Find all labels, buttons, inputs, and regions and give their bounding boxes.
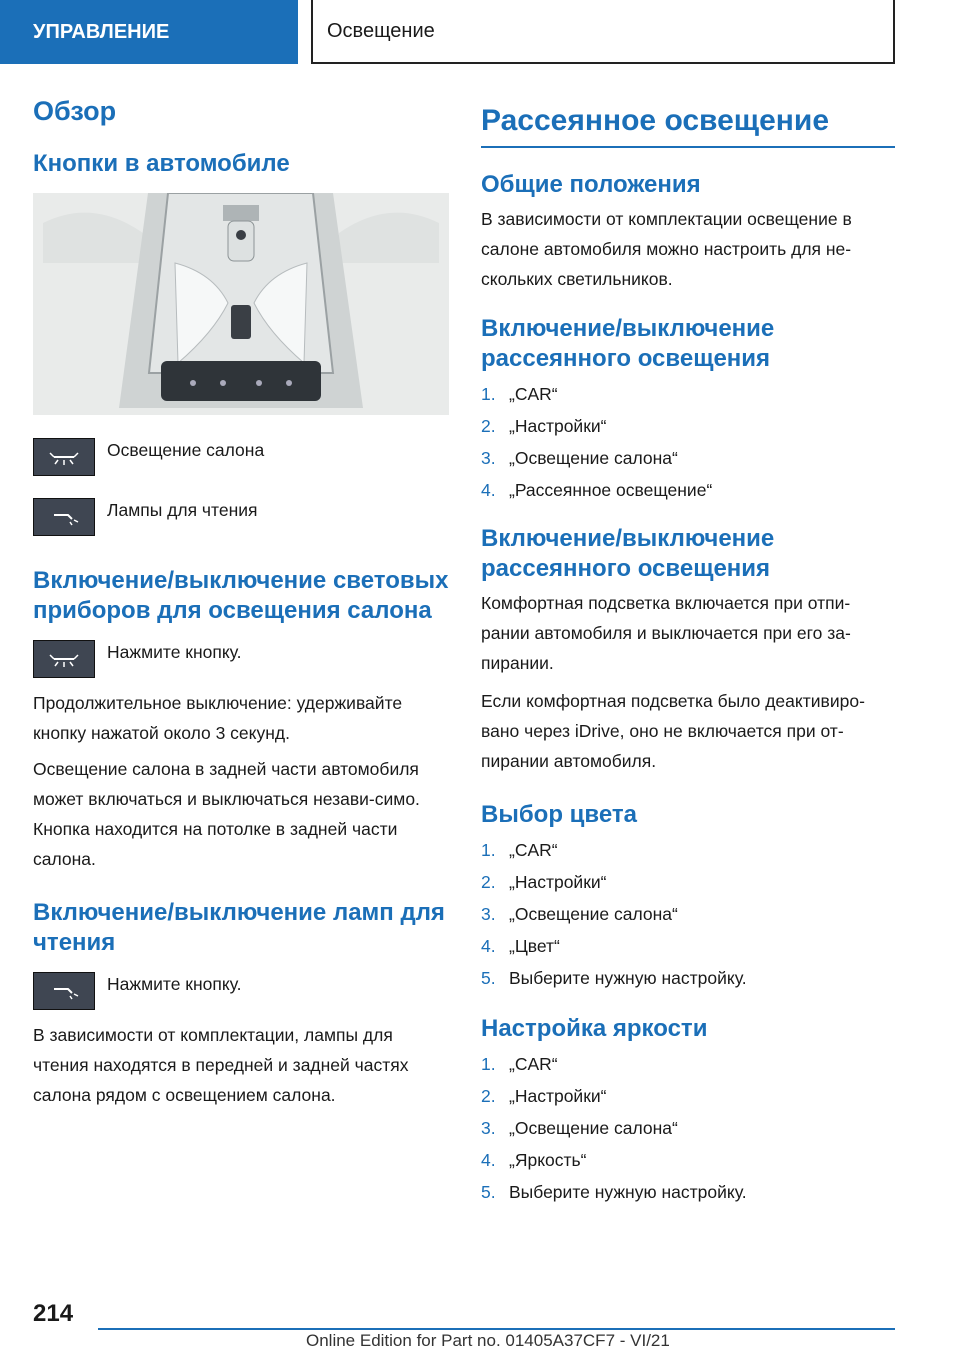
right-column [481,104,895,1208]
list-item: 3. „Освещение салона“ [481,1118,678,1138]
paragraph-long-off: Продолжительное выключение: удерживайте кнопку нажатой около 3 секунд. [33,693,403,743]
list-item: 2. „Настройки“ [481,416,607,436]
heading-ambient-onoff-2: Включение/выключение рассеянного освещения [481,525,775,582]
heading-buttons: Кнопки в автомобиле [33,150,290,177]
chapter-tab[interactable] [0,0,298,64]
reading-light-label: Лампы для чтения [107,500,258,520]
interior-light-button-icon [33,438,95,476]
list-item: 2. „Настройки“ [481,1086,607,1106]
list-item: 1. „CAR“ [481,1054,558,1074]
paragraph-rear-light: Освещение салона в задней части автомобиля может включаться и выключаться незави-симо. Кнопка находится на потолке в задней части салона. [33,759,420,869]
edition-text: Online Edition for Part no. 01405A37CF7 - VI/21 [306,1331,670,1350]
interior-light-button-icon [33,640,95,678]
footer-rule [98,1328,895,1330]
list-item: 4. „Цвет“ [481,936,560,956]
paragraph-comfort-2: Если комфортная подсветка было деактивиро-вано через iDrive, оно не включается при от-пирании автомобиля. [481,691,865,771]
list-item: 4. „Яркость“ [481,1150,587,1170]
press-button-text: Нажмите кнопку. [107,974,242,994]
heading-color: Выбор цвета [481,801,637,828]
heading-reading-onoff: Включение/выключение ламп для чтения [33,899,445,956]
press-button-text: Нажмите кнопку. [107,642,242,662]
heading-brightness: Настройка яркости [481,1015,708,1042]
steps-list-color [481,834,895,994]
section-header [311,0,895,64]
reading-light-legend [33,498,449,536]
heading-ambient: Рассеянное освещение [481,104,830,137]
list-item: 3. „Освещение салона“ [481,448,678,468]
interior-light-legend [33,438,449,476]
list-item: 3. „Освещение салона“ [481,904,678,924]
heading-overview: Обзор [33,96,117,126]
list-item: 4. „Рассеянное освещение“ [481,480,713,500]
list-item: 2. „Настройки“ [481,872,607,892]
left-column [33,96,449,1110]
heading-general: Общие положения [481,171,701,198]
ceiling-console-photo [33,193,449,415]
list-item: 5. Выберите нужную настройку. [481,968,747,988]
list-item: 1. „CAR“ [481,384,558,404]
reading-light-button-icon [33,498,95,536]
paragraph-general: В зависимости от комплектации освещение в салоне автомобиля можно настроить для не-скольких светильников. [481,209,852,289]
paragraph-reading-location: В зависимости от комплектации, лампы для чтения находятся в передней и задней частях салона рядом с освещением салона. [33,1025,409,1105]
interior-press-row [33,640,449,678]
reading-press-row [33,972,449,1010]
interior-light-label: Освещение салона [107,440,265,460]
reading-light-button-icon [33,972,95,1010]
list-item: 1. „CAR“ [481,840,558,860]
chapter-title: УПРАВЛЕНИЕ [33,20,170,43]
steps-list-onoff [481,378,895,506]
heading-interior-onoff: Включение/выключение световых приборов для освещения салона [33,567,449,624]
list-item: 5. Выберите нужную настройку. [481,1182,747,1202]
paragraph-comfort-1: Комфортная подсветка включается при отпи-рании автомобиля и выключается при его за-пирании. [481,593,851,673]
section-title: Освещение [327,19,435,42]
heading-ambient-onoff-1: Включение/выключение рассеянного освещения [481,315,775,372]
heading-rule [481,146,895,148]
steps-list-brightness [481,1048,895,1208]
page-number: 214 [33,1300,74,1327]
